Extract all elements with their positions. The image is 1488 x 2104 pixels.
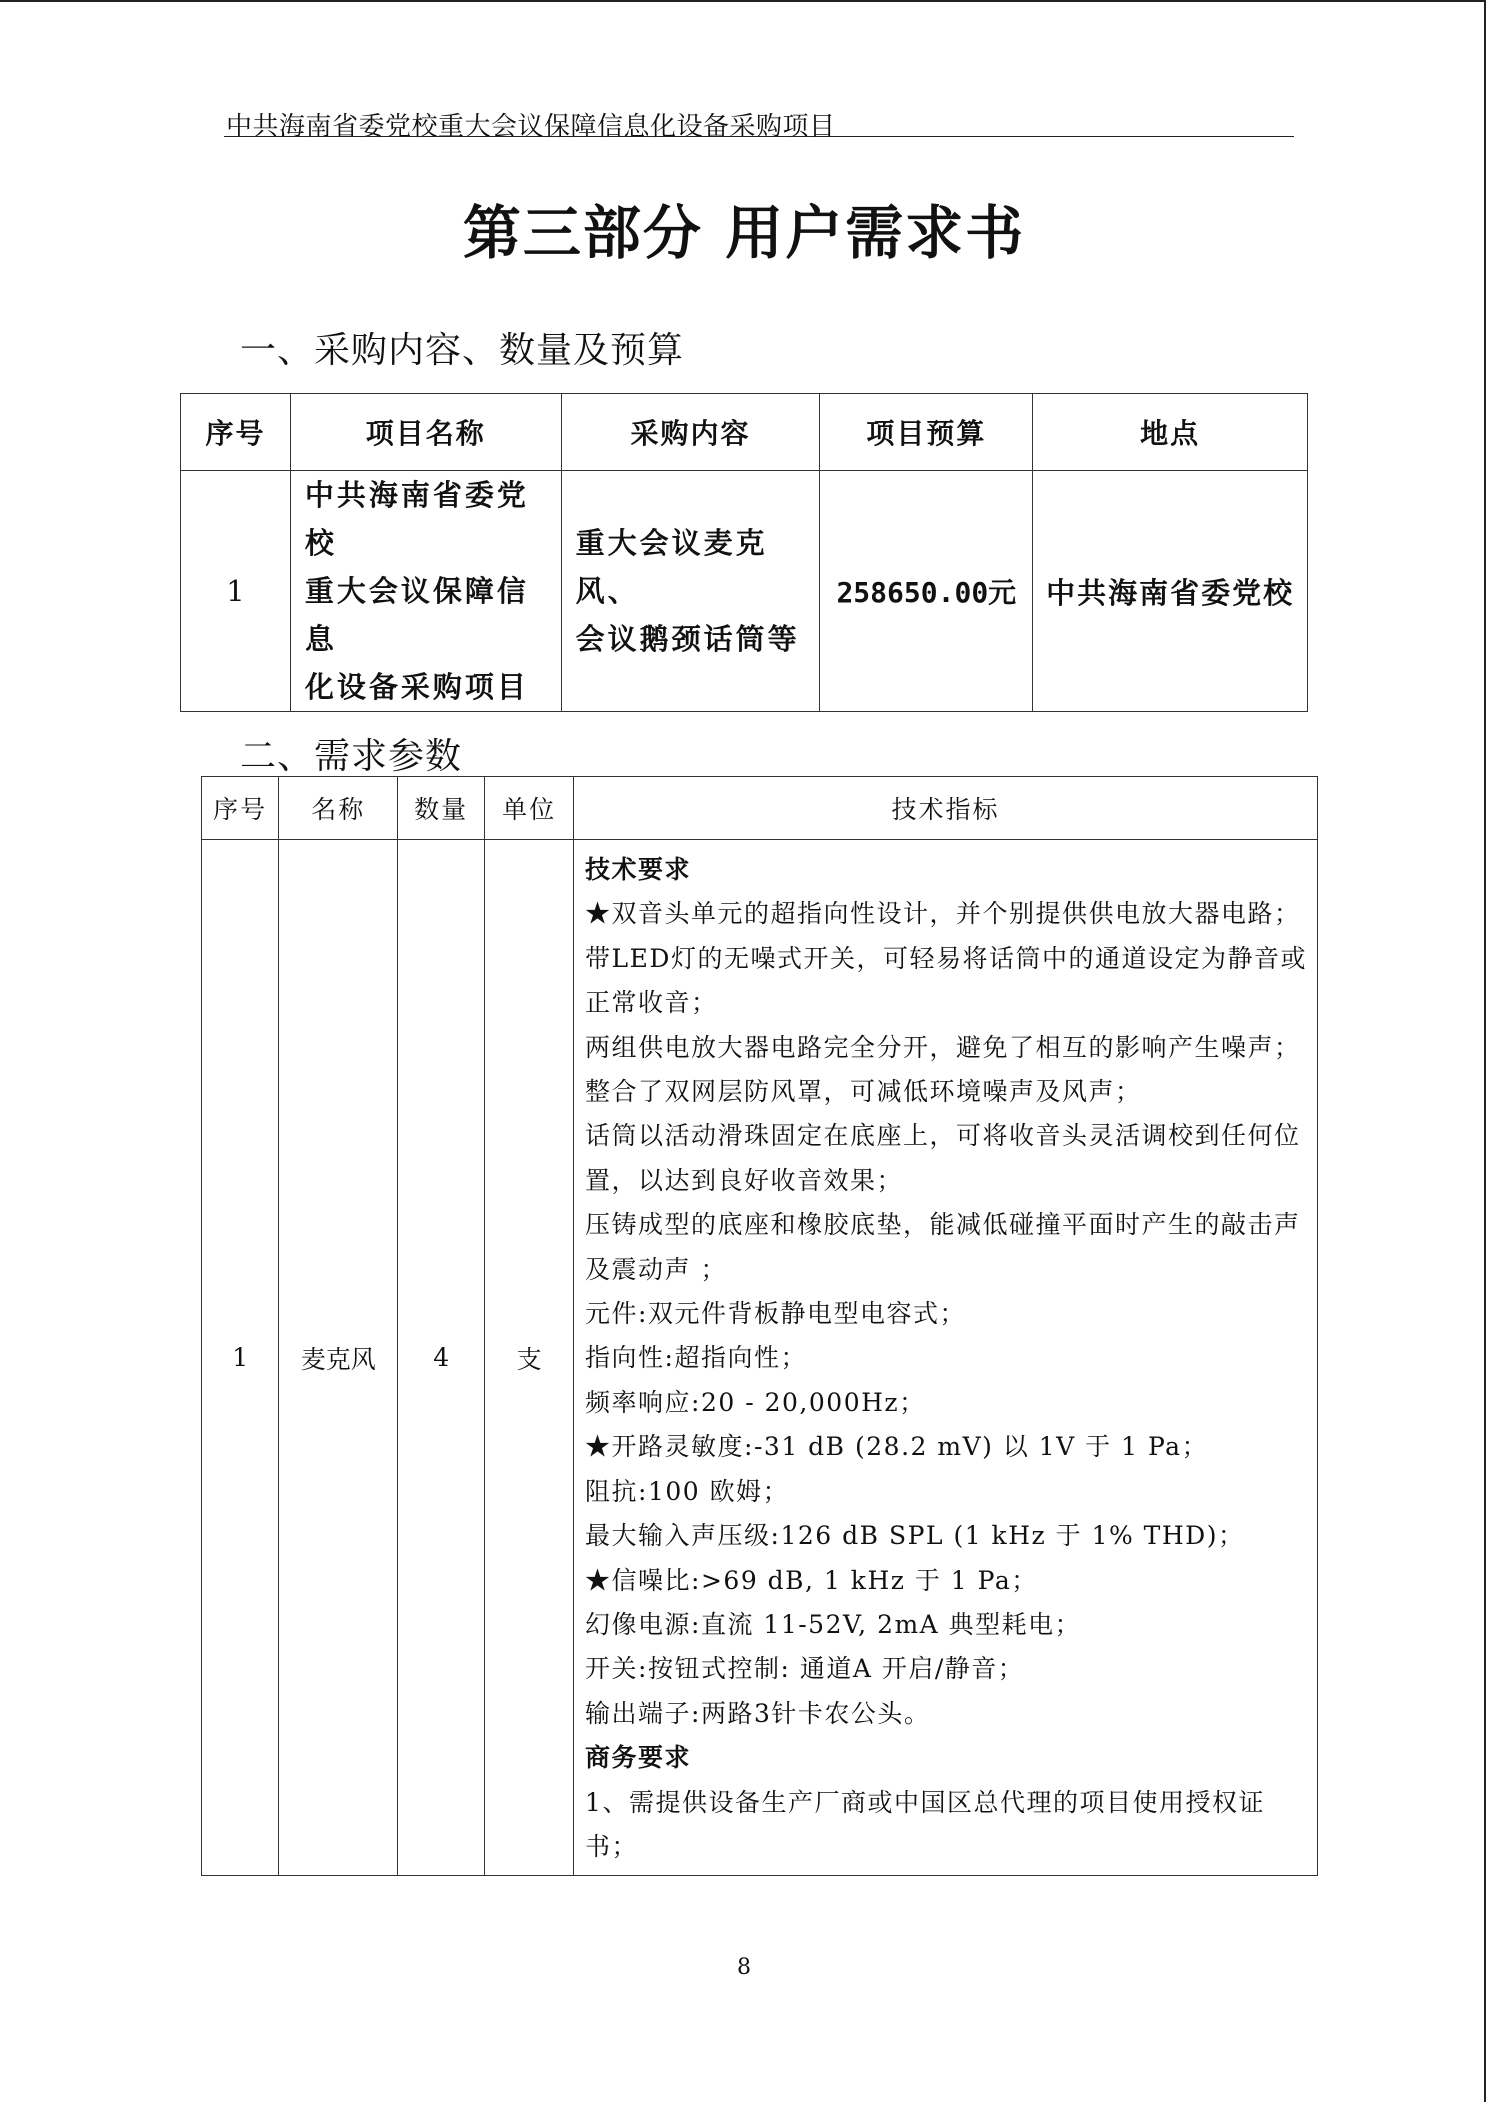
cell-spec [574,840,1318,1876]
section-heading-requirements: 二、需求参数 [240,736,463,777]
page-number: 8 [737,1955,751,1980]
table-row [202,840,1318,1876]
spec-line: 元件:双元件背板静电型电容式； [585,1299,966,1329]
spec-line: 阻抗:100 欧姆； [585,1476,790,1506]
content-line: 重大会议麦克风、 [575,526,768,608]
spec-line: ★信噪比:>69 dB, 1 kHz 于 1 Pa； [585,1565,1038,1595]
column-header-unit: 单位 [485,777,574,840]
header-rule [224,136,1294,137]
spec-line: 幻像电源:直流 11-52V, 2mA 典型耗电； [585,1609,1082,1639]
project-name-line: 中共海南省委党校 [304,478,529,560]
spec-line: 开关:按钮式控制: 通道A 开启/静音； [585,1654,1025,1684]
project-name-line: 重大会议保障信息 [304,574,529,656]
column-header-project-name: 项目名称 [290,394,561,471]
spec-line: 指向性:超指向性； [585,1343,807,1373]
column-header-seq: 序号 [202,777,279,840]
spec-line: ★开路灵敏度:-31 dB (28.2 mV) 以 1V 于 1 Pa； [585,1432,1209,1462]
column-header-name: 名称 [279,777,398,840]
spec-line: 最大输入声压级:126 dB SPL (1 kHz 于 1% THD)； [585,1521,1245,1551]
column-header-budget: 项目预算 [820,394,1033,471]
cell-seq: 1 [181,471,291,712]
project-name-line: 化设备采购项目 [304,670,529,704]
spec-line: 及震动声 ； [585,1254,727,1284]
spec-subheading: 技术要求 [585,855,692,884]
spec-line: 输出端子:两路3针卡农公头。 [585,1698,931,1728]
spec-line: 书； [585,1831,639,1861]
table-header-row [202,777,1318,840]
spec-subheading: 商务要求 [585,1743,692,1773]
content-line: 会议鹅颈话筒等 [575,622,800,656]
column-header-content: 采购内容 [561,394,820,471]
column-header-quantity: 数量 [398,777,485,840]
running-header: 中共海南省委党校重大会议保障信息化设备采购项目 [226,112,836,142]
spec-line: 1、需提供设备生产厂商或中国区总代理的项目使用授权证 [585,1787,1265,1817]
spec-line: 两组供电放大器电路完全分开，避免了相互的影响产生噪声； [585,1032,1301,1062]
table-row [181,471,1308,712]
column-header-seq: 序号 [181,394,291,471]
spec-line: 压铸成型的底座和橡胶底垫，能减低碰撞平面时产生的敲击声 [585,1210,1301,1240]
section-heading-procurement: 一、采购内容、数量及预算 [240,330,685,371]
spec-line: 带LED灯的无噪式开关，可轻易将话筒中的通道设定为静音或 [585,943,1307,973]
spec-line: 正常收音； [585,988,718,1018]
cell-seq: 1 [202,840,279,1876]
spec-line: 话筒以活动滑珠固定在底座上，可将收音头灵活调校到任何位 [585,1121,1301,1151]
spec-line: ★双音头单元的超指向性设计，并个别提供供电放大器电路； [585,899,1301,929]
column-header-location: 地点 [1033,394,1308,471]
cell-project-name [290,471,561,712]
column-header-spec: 技术指标 [574,777,1318,840]
document-title: 第三部分 用户需求书 [462,199,1026,267]
cell-unit: 支 [485,840,574,1876]
table-header-row [181,394,1308,471]
cell-location: 中共海南省委党校 [1033,471,1308,712]
spec-line: 整合了双网层防风罩，可减低环境噪声及风声； [585,1077,1142,1107]
cell-name: 麦克风 [279,840,398,1876]
cell-budget: 258650.00元 [820,471,1033,712]
cell-content [561,471,820,712]
cell-quantity: 4 [398,840,485,1876]
spec-line: 频率响应:20 - 20,000Hz； [585,1387,926,1417]
procurement-table [180,393,1308,712]
requirements-table [201,776,1318,1876]
spec-line: 置，以达到良好收音效果； [585,1165,904,1195]
